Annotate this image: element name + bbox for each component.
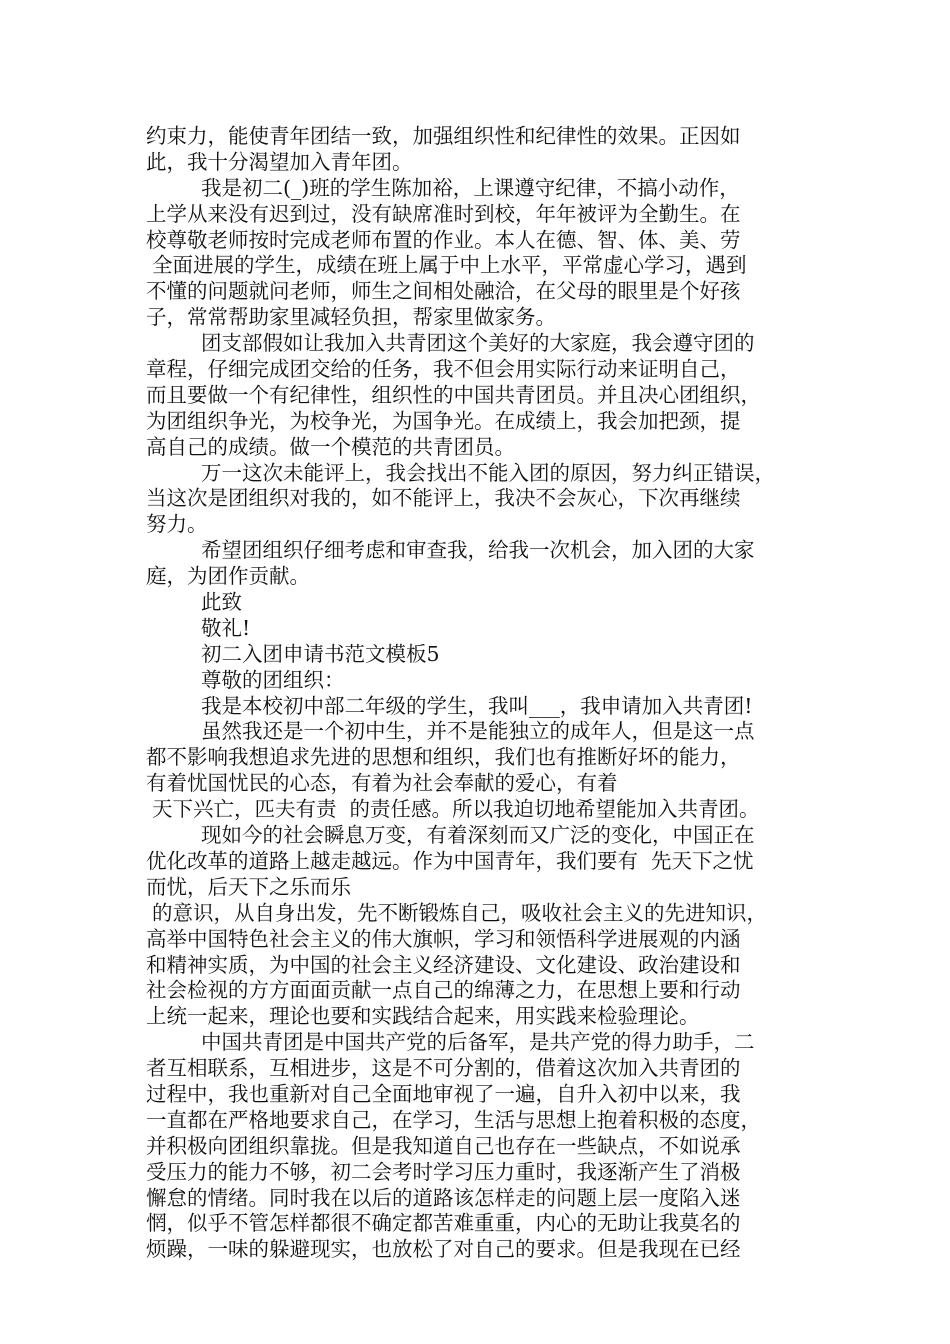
text-line: 此致	[201, 590, 242, 615]
text-line: 校尊敬老师按时完成老师布置的作业。本人在德、智、体、美、劳	[146, 227, 741, 252]
text-line: 我是初二(_)班的学生陈加裕，上课遵守纪律，不搞小动作，	[201, 175, 740, 200]
text-line: 上统一起来，理论也要和实践结合起来，用实践来检验理论。	[146, 1004, 700, 1029]
text-line: 受压力的能力不够，初二会考时学习压力重时，我逐渐产生了消极	[146, 1159, 741, 1184]
text-line: 并积极向团组织靠拢。但是我知道自己也存在一些缺点，不如说承	[146, 1133, 741, 1158]
text-line: 初二入团申请书范文模板5	[201, 641, 440, 666]
text-line: 尊敬的团组织：	[201, 667, 345, 692]
text-line: 子，常常帮助家里减轻负担，帮家里做家务。	[146, 305, 556, 330]
text-line: 懈怠的情绪。同时我在以后的道路该怎样走的问题上层一度陷入迷	[146, 1185, 741, 1210]
text-line: 当这次是团组织对我的，如不能评上，我决不会灰心，下次再继续	[146, 486, 741, 511]
text-line: 有着忧国忧民的心态，有着为社会奉献的爱心，有着	[146, 771, 618, 796]
text-line: 不懂的问题就问老师，师生之间相处融洽，在父母的眼里是个好孩	[146, 279, 741, 304]
text-line: 烦躁，一味的躲避现实，也放松了对自己的要求。但是我现在已经	[146, 1237, 741, 1262]
text-line: 全面进展的学生，成绩在班上属于中上水平，平常虚心学习，遇到	[152, 253, 747, 278]
text-line: 约束力，能使青年团结一致，加强组织性和纪律性的效果。正因如	[146, 124, 741, 148]
text-line: 现如今的社会瞬息万变，有着深刻而又广泛的变化，中国正在	[201, 823, 755, 848]
text-line: 万一这次未能评上，我会找出不能入团的原因，努力纠正错误，	[201, 460, 775, 485]
text-line: 优化改革的道路上越走越远。作为中国青年，我们要有 先天下之忧	[146, 848, 754, 873]
text-line: 庭，为团作贡献。	[146, 564, 310, 589]
text-line: 者互相联系，互相进步，这是不可分割的，借着这次加入共青团的	[146, 1056, 741, 1081]
text-line: 天下兴亡，匹夫有责 的责任感。所以我迫切地希望能加入共青团。	[152, 797, 760, 822]
text-line: 高自己的成绩。做一个模范的共青团员。	[146, 434, 515, 459]
text-line: 为团组织争光，为校争光，为国争光。在成绩上，我会加把颈，提	[146, 408, 741, 433]
text-line: 中国共青团是中国共产党的后备军，是共产党的得力助手，二	[201, 1030, 755, 1055]
text-line: 我是本校初中部二年级的学生，我叫___，我申请加入共青团!	[201, 693, 753, 718]
text-line: 努力。	[146, 512, 208, 537]
text-line: 社会检视的方方面面贡献一点自己的绵薄之力，在思想上要和行动	[146, 978, 741, 1003]
text-line: 一直都在严格地要求自己，在学习，生活与思想上抱着积极的态度，	[146, 1107, 761, 1132]
text-line: 过程中，我也重新对自己全面地审视了一遍，自升入初中以来，我	[146, 1081, 741, 1106]
text-line: 敬礼!	[201, 615, 251, 640]
text-line: 团支部假如让我加入共青团这个美好的大家庭，我会遵守团的	[201, 331, 755, 356]
document-page	[146, 124, 826, 1263]
text-line: 而且要做一个有纪律性，组织性的中国共青团员。并且决心团组织，	[146, 382, 761, 407]
text-line: 高举中国特色社会主义的伟大旗帜，学习和领悟科学进展观的内涵	[146, 926, 741, 951]
text-line: 此，我十分渴望加入青年团。	[146, 149, 413, 174]
text-line: 希望团组织仔细考虑和审查我，给我一次机会，加入团的大家	[201, 538, 755, 563]
text-line: 的意识，从自身出发，先不断锻炼自己，吸收社会主义的先进知识，	[152, 900, 767, 925]
text-line: 都不影响我想追求先进的思想和组织，我们也有推断好坏的能力，	[146, 745, 741, 770]
text-line: 和精神实质，为中国的社会主义经济建设、文化建设、政治建设和	[146, 952, 741, 977]
text-line: 虽然我还是一个初中生，并不是能独立的成年人，但是这一点	[201, 719, 755, 744]
text-line: 上学从来没有迟到过，没有缺席准时到校，年年被评为全勤生。在	[146, 201, 741, 226]
text-line: 章程，仔细完成团交给的任务，我不但会用实际行动来证明自己，	[146, 357, 741, 382]
text-line: 而忧，后天下之乐而乐	[146, 874, 351, 899]
text-line: 惘，似乎不管怎样都很不确定都苦难重重，内心的无助让我莫名的	[146, 1211, 741, 1236]
